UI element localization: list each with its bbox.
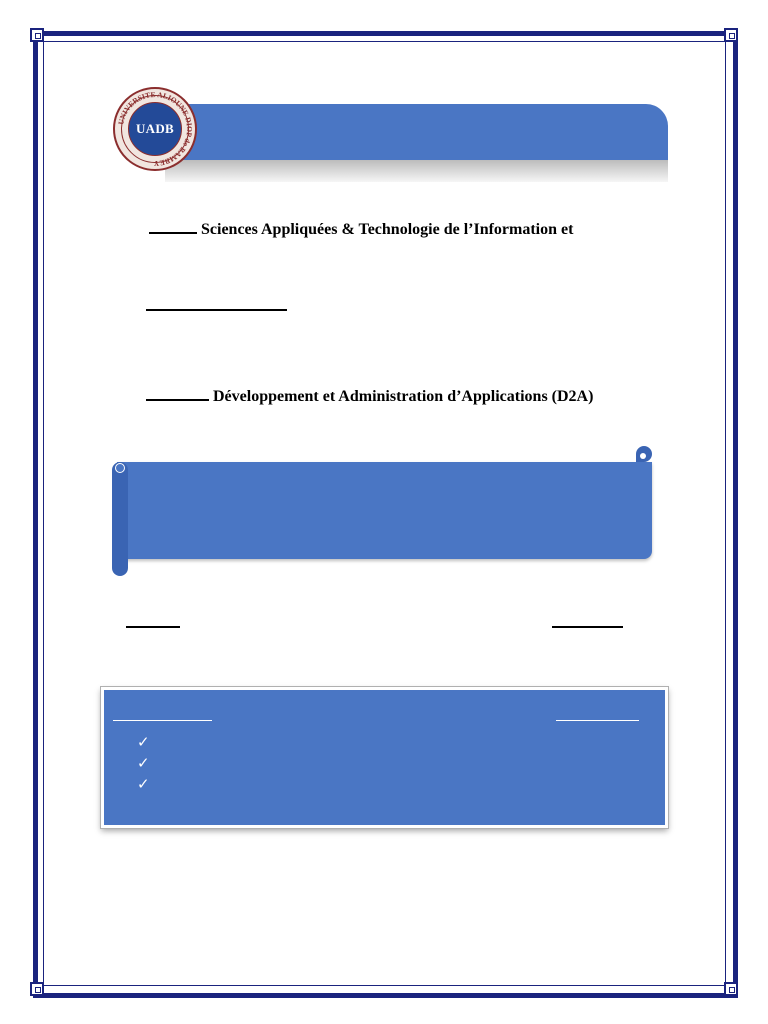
- checkmark-icon: ✓: [137, 733, 150, 751]
- scroll-right-curl: [636, 446, 652, 462]
- right-label-blank: [552, 626, 623, 628]
- info-box-left-rule: [113, 720, 212, 721]
- scroll-left-roll: [112, 462, 128, 576]
- program-text: Développement et Administration d’Applications (D2A): [213, 388, 594, 405]
- faculty-text: Sciences Appliquées & Technologie de l’Information et: [201, 221, 574, 238]
- info-box: [101, 687, 668, 828]
- program-blank: [146, 398, 209, 401]
- border-corner-bottom-right: [724, 982, 738, 996]
- faculty-blank: [149, 231, 197, 234]
- scroll-left-curl: [115, 463, 125, 473]
- border-corner-top-left: [30, 28, 44, 42]
- program-line: [146, 388, 593, 406]
- info-box-right-rule: [556, 720, 639, 721]
- university-seal-logo: [113, 87, 197, 171]
- checkmark-icon: ✓: [137, 775, 150, 793]
- header-banner-shadow: [165, 160, 668, 182]
- svg-text:UNIVERSITE ALIOUNE DIOP de BAM: UNIVERSITE ALIOUNE DIOP de BAMBEY: [116, 89, 195, 169]
- border-corner-top-right: [724, 28, 738, 42]
- header-banner: [140, 104, 668, 160]
- border-corner-bottom-left: [30, 982, 44, 996]
- faculty-line: [149, 221, 573, 239]
- seal-core: [128, 102, 182, 156]
- department-blank: [146, 309, 287, 311]
- seal-acronym: UADB: [135, 121, 175, 136]
- checkmark-icon: ✓: [137, 754, 150, 772]
- title-scroll: [117, 462, 652, 559]
- left-label-blank: [126, 626, 180, 628]
